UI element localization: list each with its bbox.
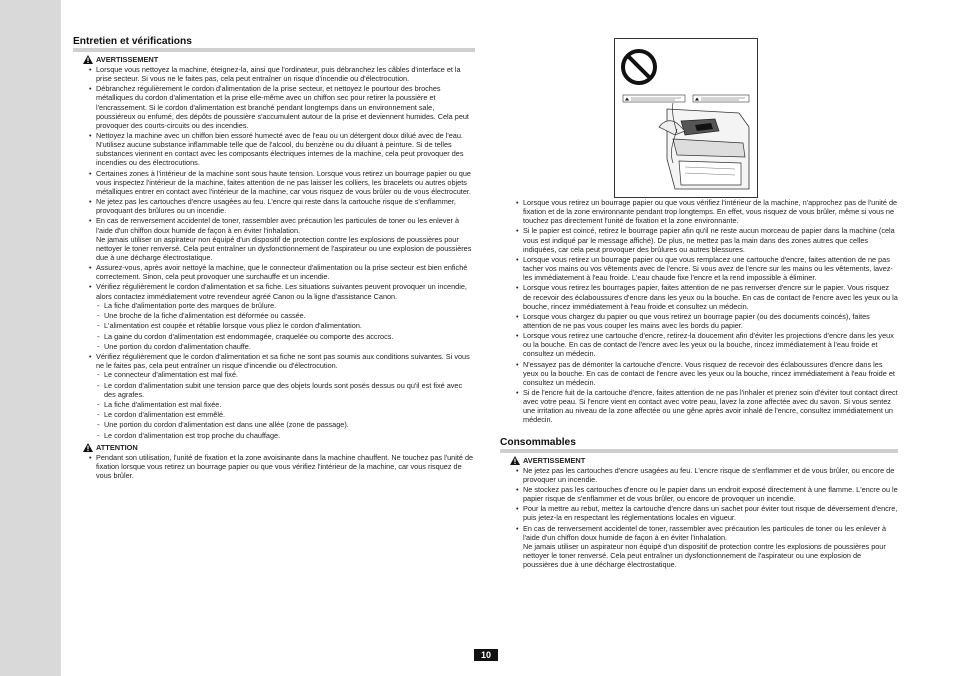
- list-item-text: Ne jamais utiliser un aspirateur non équipé d'un dispositif de protection contre les explosions de poussières pour nettoyer le toner renversé. Cela peut entraîner un dysfonctionnement de l'aspirateur ou une explosion de poussières due à une décharge électrostatique.: [96, 234, 472, 262]
- sub-list-item: - Le cordon d'alimentation subit une tension parce que des objets lourds sont posés dessus ou qu'il est fixé avec des agrafes.: [104, 381, 475, 399]
- sub-list-item: - Une portion du cordon d'alimentation est dans une allée (zone de passage).: [104, 420, 475, 429]
- list-item: • Si le papier est coincé, retirez le bourrage papier afin qu'il ne reste aucun morceau de papier dans la machine (cela vous est indiqué par le message affiché). De plus, ne mettez pas la main dans des zones autres que celles indiquées, car cela peut provoquer des brûlures ou autres blessures.: [523, 226, 898, 253]
- list-item: • Lorsque vous retirez un bourrage papier ou que vous vérifiez l'intérieur de la machine, n'approchez pas de l'unité de fixation et de la zone environnante pendant trop longtemps. En effet, vous risquez de vous brûler, même si vous ne touchez pas directement l'unité de fixation et la zone environnante.: [523, 198, 898, 225]
- right-column: [500, 198, 898, 570]
- warning-triangle-icon: [510, 456, 520, 465]
- list-item: [523, 524, 898, 569]
- sub-list-item: - La gaine du cordon d'alimentation est endommagée, craquelée ou comporte des accrocs.: [104, 332, 475, 341]
- list-item: • N'essayez pas de démonter la cartouche d'encre. Vous risquez de recevoir des éclaboussures d'encre dans les yeux ou la bouche. En cas de contact de l'encre avec les yeux ou la bouche, rincez immédiatement à l'eau froide et consultez un médecin.: [523, 360, 898, 387]
- sub-list-item: - La fiche d'alimentation est mal fixée.: [104, 400, 475, 409]
- list-item: • Lorsque vous retirez une cartouche d'encre, retirez-la doucement afin d'éviter les projections d'encre dans les yeux ou la bouche. En cas de contact de l'encre avec les yeux ou la bouche, rincez immédiatement à l'eau froide et consultez un médecin.: [523, 331, 898, 358]
- list-item-text: • Vérifiez régulièrement que le cordon d'alimentation et sa fiche ne sont pas soumis aux conditions suivantes. Si vous ne le faites pas, cela peut entraîner un risque d'incendie ou d'électrocution.: [96, 352, 470, 371]
- list-item: • Pour la mettre au rebut, mettez la cartouche d'encre dans un sachet pour éviter tout risque de déversement d'encre, puis jetez-la en respectant les réglementations locales en vigueur.: [523, 504, 898, 522]
- sub-list-item: - L'alimentation est coupée et rétablie lorsque vous pliez le cordon d'alimentation.: [104, 321, 475, 330]
- sub-list-item: - Le cordon d'alimentation est trop proche du chauffage.: [104, 431, 475, 440]
- list-item: [96, 282, 475, 350]
- list-item: • Nettoyez la machine avec un chiffon bien essoré humecté avec de l'eau ou un détergent doux dilué avec de l'eau. N'utilisez aucune substance inflammable telle que de l'alcool, du benzène ou du diluant à peinture. Si de telles substances viennent en contact avec les composants électriques internes de la machine, cela peut provoquer des incendies ou des électrocutions.: [96, 131, 475, 167]
- list-item: [96, 216, 475, 261]
- warning-triangle-icon: [83, 55, 93, 64]
- list-item-text: • En cas de renversement accidentel de toner, rassembler avec précaution les particules de toner ou les enlever à l'aide d'un chiffon doux humide de façon à en éviter l'inhalation.: [96, 216, 460, 235]
- warning-list-continued: [500, 198, 898, 425]
- printer-drawing: [615, 39, 757, 197]
- sub-list: [96, 370, 475, 440]
- list-item: • Ne jetez pas les cartouches d'encre usagées au feu. L'encre qui reste dans la cartouche risque de s'enflammer, provoquant des brûlures ou un incendie.: [96, 197, 475, 215]
- list-item: • Lorsque vous retirez un bourrage papier ou que vous remplacez une cartouche d'encre, faites attention de ne pas tacher vos mains ou vos vêtements avec de l'encre. Si vous avez de l'encre sur les mains ou les vêtements, lavez-les immédiatement à l'eau froide. L'eau chaude fixe l'encre et la rend impossible à éliminer.: [523, 255, 898, 282]
- list-item: • Ne jetez pas les cartouches d'encre usagées au feu. L'encre risque de s'enflammer et de vous brûler, ou encore de provoquer un incendie.: [523, 466, 898, 484]
- sub-list-item: - Le cordon d'alimentation est emmêlé.: [104, 410, 475, 419]
- warning-heading: [83, 55, 475, 64]
- warning-label: AVERTISSEMENT: [96, 55, 159, 64]
- list-item: • Lorsque vous nettoyez la machine, éteignez-la, ainsi que l'ordinateur, puis débranchez les câbles d'interface et la prise secteur. Si vous ne le faites pas, cela peut entraîner un risque d'incendie ou d'électrocution.: [96, 65, 475, 83]
- warning-heading: [510, 456, 898, 465]
- list-item: • Si de l'encre fuit de la cartouche d'encre, faites attention de ne pas l'inhaler et prenez soin d'éviter tout contact direct avec votre peau. Si l'encre vient en contact avec votre peau, lavez la zone affectée avec du savon. Si vous sentez une irritation au niveau de la zone affectée ou une gêne après avoir inhalé de l'encre, consultez immédiatement un médecin.: [523, 388, 898, 424]
- sub-list-item: - La fiche d'alimentation porte des marques de brûlure.: [104, 301, 475, 310]
- warning-list: [73, 65, 475, 440]
- caution-heading: [83, 443, 475, 452]
- list-item: • Assurez-vous, après avoir nettoyé la machine, que le connecteur d'alimentation ou la prise secteur est bien enfiché correctement. Sinon, cela peut provoquer une surchauffe et un incendie.: [96, 263, 475, 281]
- caution-list: [73, 453, 475, 480]
- page-number: 10: [474, 649, 498, 661]
- caution-label: ATTENTION: [96, 442, 138, 452]
- warning-triangle-icon: [83, 443, 93, 452]
- sub-list-item: - Une portion du cordon d'alimentation chauffe.: [104, 342, 475, 351]
- list-item-text: • Vérifiez régulièrement le cordon d'alimentation et sa fiche. Les situations suivantes peuvent provoquer un incendie, alors contactez immédiatement votre revendeur agréé Canon ou la ligne d'assistance Canon.: [96, 282, 467, 301]
- list-item: • Lorsque vous chargez du papier ou que vous retirez un bourrage papier (ou des documents coincés), faites attention de ne pas vous couper les mains avec les bords du papier.: [523, 312, 898, 330]
- sub-list-item: - Une broche de la fiche d'alimentation est déformée ou cassée.: [104, 311, 475, 320]
- list-item: • Certaines zones à l'intérieur de la machine sont sous haute tension. Lorsque vous retirez un bourrage papier ou que vous inspectez l'intérieur de la machine, faites attention de ne pas laisser les colliers, les bracelets ou autres objets métalliques entrer en contact avec l'intérieur de la machine, car vous risquez de vous brûler ou de vous électrocuter.: [96, 169, 475, 196]
- list-item: • Pendant son utilisation, l'unité de fixation et la zone avoisinante dans la machine chauffent. Ne touchez pas l'unité de fixation lorsque vous retirez un bourrage papier ou que vous vérifiez l'intérieur de la machine, car vous risquez de vous brûler.: [96, 453, 475, 480]
- list-item-text: Ne jamais utiliser un aspirateur non équipé d'un dispositif de protection contre les explosions de poussières pour nettoyer le toner renversé. Cela peut entraîner un dysfonctionnement de l'aspirateur ou une explosion de poussières due à une décharge électrostatique.: [523, 541, 886, 570]
- list-item: • Ne stockez pas les cartouches d'encre ou le papier dans un endroit exposé directement à une flamme. L'encre ou le papier risque de s'enflammer et de vous brûler, ou encore de provoquer un incendie.: [523, 485, 898, 503]
- sub-list-item: - Le connecteur d'alimentation est mal fixé.: [104, 370, 475, 379]
- section-title-entretien: Entretien et vérifications: [73, 36, 475, 52]
- section-title-consommables: Consommables: [500, 437, 898, 453]
- list-item-text: • En cas de renversement accidentel de toner, rassembler avec précaution les particules de toner ou les enlever à l'aide d'un chiffon doux humide de façon à en éviter l'inhalation.: [523, 523, 887, 542]
- warning-label: AVERTISSEMENT: [523, 455, 586, 465]
- list-item: • Lorsque vous retirez les bourrages papier, faites attention de ne pas renverser d'encre sur le papier. Vous risquez de recevoir des éclaboussures d'encre dans les yeux ou la bouche. En cas de contact de l'encre avec les yeux ou la bouche, rincez immédiatement à l'eau froide et consultez un médecin.: [523, 283, 898, 310]
- left-column: [73, 36, 475, 481]
- consumables-warning-list: [500, 466, 898, 570]
- page-margin-bar: [0, 0, 61, 676]
- fixing-unit-illustration: [614, 38, 758, 198]
- sub-list: [96, 301, 475, 351]
- list-item: [96, 352, 475, 440]
- list-item: • Débranchez régulièrement le cordon d'alimentation de la prise secteur, et nettoyez le pourtour des broches métalliques du cordon d'alimentation et la prise elle-même avec un chiffon sec pour retirer la poussière et l'encrassement. Si le cordon d'alimentation est branché pendant longtemps dans un environnement sale, poussiéreux ou enfumé, des dépôts de poussière s'accumulent autour de la prise et deviennent humides. Cela peut provoquer des courts-circuits ou des incendies.: [96, 84, 475, 129]
